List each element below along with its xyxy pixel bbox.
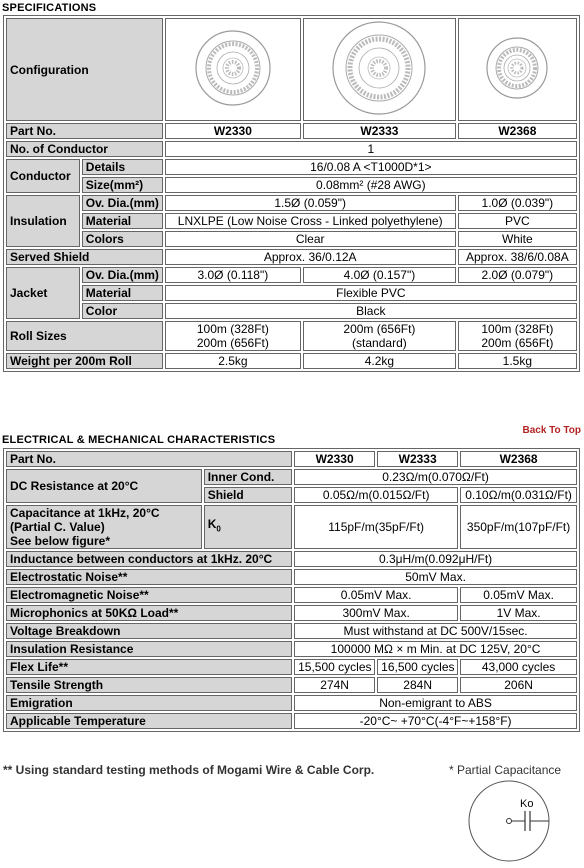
jacket-color-row xyxy=(6,303,577,319)
electromagnetic-value-w2368: 0.05mV Max. xyxy=(460,587,577,603)
insulation-dia-value: 1.5Ø (0.059") xyxy=(165,195,456,211)
specifications-table xyxy=(3,15,580,372)
conductor-details-row xyxy=(6,159,577,175)
conductor-size-label: Size(mm²) xyxy=(82,177,163,193)
jacket-material-label: Material xyxy=(82,285,163,301)
jacket-color-label: Color xyxy=(82,303,163,319)
roll-size-line: 200m (656Ft) xyxy=(343,322,416,336)
partial-capacitance-diagram xyxy=(467,779,551,863)
roll-sizes-w2333 xyxy=(303,321,456,351)
capacitance-line: See below figure* xyxy=(10,534,111,548)
no-conductor-row xyxy=(6,141,577,157)
tensile-w2330: 274N xyxy=(294,677,375,693)
served-shield-label: Served Shield xyxy=(6,249,163,265)
part-w2330: W2330 xyxy=(165,123,301,139)
served-shield-value-w2368: Approx. 38/6/0.08A xyxy=(458,249,577,265)
tensile-w2368: 206N xyxy=(460,677,577,693)
elec-part-w2368: W2368 xyxy=(460,451,577,467)
electromagnetic-label: Electromagnetic Noise** xyxy=(6,587,292,603)
insulation-material-value-w2368: PVC xyxy=(458,213,577,229)
tensile-row xyxy=(6,677,577,693)
elec-part-no-row xyxy=(6,451,577,467)
dc-inner-row xyxy=(6,469,577,485)
cable-w2333-image xyxy=(330,19,428,117)
k0-label xyxy=(204,505,292,549)
emigration-value: Non-emigrant to ABS xyxy=(294,695,577,711)
roll-size-line: (standard) xyxy=(352,336,407,350)
insulation-material-value: LNXLPE (Low Noise Cross - Linked polyethylene) xyxy=(165,213,456,229)
conductor-details-label: Details xyxy=(82,159,163,175)
part-no-row xyxy=(6,123,577,139)
flex-w2330: 15,500 cycles xyxy=(294,659,375,675)
microphonics-label: Microphonics at 50KΩ Load** xyxy=(6,605,292,621)
dc-resistance-label: DC Resistance at 20°C xyxy=(6,469,202,503)
k0-main: K xyxy=(207,517,217,532)
roll-size-line: 200m (656Ft) xyxy=(196,336,269,350)
dc-shield-value-w2368: 0.10Ω/m(0.031Ω/Ft) xyxy=(460,487,577,503)
part-w2333: W2333 xyxy=(303,123,456,139)
cable-cross-section-w2333 xyxy=(303,18,456,121)
weight-row xyxy=(6,353,577,369)
jacket-label: Jacket xyxy=(6,267,80,319)
electrostatic-label: Electrostatic Noise** xyxy=(6,569,292,585)
back-to-top-link[interactable]: Back To Top xyxy=(522,425,581,436)
jacket-material-row xyxy=(6,285,577,301)
insulation-resistance-value: 100000 MΩ × m Min. at DC 125V, 20°C xyxy=(294,641,577,657)
conductor-details-value: 16/0.08 A <T1000D*1> xyxy=(165,159,577,175)
insulation-resistance-row xyxy=(6,641,577,657)
roll-size-line: 100m (328Ft) xyxy=(196,322,269,336)
insulation-dia-row xyxy=(6,195,577,211)
insulation-colors-value-w2368: White xyxy=(458,231,577,247)
inner-cond-label: Inner Cond. xyxy=(204,469,292,485)
insulation-dia-label: Ov. Dia.(mm) xyxy=(82,195,163,211)
temperature-value: -20°C~ +70°C(-4°F~+158°F) xyxy=(294,713,577,729)
no-conductor-value: 1 xyxy=(165,141,577,157)
electrostatic-value: 50mV Max. xyxy=(294,569,577,585)
roll-sizes-w2368 xyxy=(458,321,577,351)
microphonics-value-w2368: 1V Max. xyxy=(460,605,577,621)
served-shield-row xyxy=(6,249,577,265)
insulation-material-label: Material xyxy=(82,213,163,229)
configuration-label: Configuration xyxy=(6,18,163,121)
temperature-label: Applicable Temperature xyxy=(6,713,292,729)
capacitance-line: Capacitance at 1kHz, 20°C xyxy=(10,506,160,520)
microphonics-value: 300mV Max. xyxy=(294,605,458,621)
emigration-label: Emigration xyxy=(6,695,292,711)
electrical-title: ELECTRICAL & MECHANICAL CHARACTERISTICS xyxy=(2,434,276,446)
temperature-row xyxy=(6,713,577,729)
microphonics-row xyxy=(6,605,577,621)
capacitance-line: (Partial C. Value) xyxy=(10,520,105,534)
jacket-dia-w2368: 2.0Ø (0.079") xyxy=(458,267,577,283)
electrostatic-row xyxy=(6,569,577,585)
electromagnetic-row xyxy=(6,587,577,603)
insulation-dia-value-w2368: 1.0Ø (0.039") xyxy=(458,195,577,211)
cable-cross-section-w2330 xyxy=(165,18,301,121)
capacitance-value: 115pF/m(35pF/Ft) xyxy=(294,505,458,549)
ko-label: Ko xyxy=(520,798,534,810)
jacket-dia-w2330: 3.0Ø (0.118") xyxy=(165,267,301,283)
jacket-material-value: Flexible PVC xyxy=(165,285,577,301)
jacket-dia-w2333: 4.0Ø (0.157") xyxy=(303,267,456,283)
weight-w2333: 4.2kg xyxy=(303,353,456,369)
elec-part-w2330: W2330 xyxy=(294,451,375,467)
conductor-size-value: 0.08mm² (#28 AWG) xyxy=(165,177,577,193)
cable-cross-section-w2368 xyxy=(458,18,577,121)
cable-w2368-image xyxy=(485,36,549,100)
voltage-value: Must withstand at DC 500V/15sec. xyxy=(294,623,577,639)
dc-inner-value: 0.23Ω/m(0.070Ω/Ft) xyxy=(294,469,577,485)
specifications-title: SPECIFICATIONS xyxy=(2,2,97,14)
capacitance-value-w2368: 350pF/m(107pF/Ft) xyxy=(460,505,577,549)
shield-label: Shield xyxy=(204,487,292,503)
insulation-resistance-label: Insulation Resistance xyxy=(6,641,292,657)
insulation-material-row xyxy=(6,213,577,229)
jacket-dia-label: Ov. Dia.(mm) xyxy=(82,267,163,283)
flex-life-row xyxy=(6,659,577,675)
inductance-label: Inductance between conductors at 1kHz. 20°C xyxy=(6,551,292,567)
voltage-label: Voltage Breakdown xyxy=(6,623,292,639)
configuration-row xyxy=(6,18,577,121)
weight-w2330: 2.5kg xyxy=(165,353,301,369)
insulation-colors-label: Colors xyxy=(82,231,163,247)
voltage-row xyxy=(6,623,577,639)
tensile-label: Tensile Strength xyxy=(6,677,292,693)
testing-footnote: ** Using standard testing methods of Mogami Wire & Cable Corp. xyxy=(3,763,375,777)
jacket-color-value: Black xyxy=(165,303,577,319)
insulation-colors-value: Clear xyxy=(165,231,456,247)
cable-w2330-image xyxy=(193,28,273,108)
dc-shield-value: 0.05Ω/m(0.015Ω/Ft) xyxy=(294,487,458,503)
roll-sizes-w2330 xyxy=(165,321,301,351)
jacket-dia-row xyxy=(6,267,577,283)
weight-label: Weight per 200m Roll xyxy=(6,353,163,369)
emigration-row xyxy=(6,695,577,711)
elec-part-w2333: W2333 xyxy=(377,451,458,467)
roll-size-line: 100m (328Ft) xyxy=(481,322,554,336)
tensile-w2333: 284N xyxy=(377,677,458,693)
flex-life-label: Flex Life** xyxy=(6,659,292,675)
k0-sub: 0 xyxy=(216,524,221,534)
inductance-row xyxy=(6,551,577,567)
roll-sizes-row xyxy=(6,321,577,351)
roll-sizes-label: Roll Sizes xyxy=(6,321,163,351)
capacitance-row xyxy=(6,505,577,549)
electromagnetic-value: 0.05mV Max. xyxy=(294,587,458,603)
served-shield-value: Approx. 36/0.12A xyxy=(165,249,456,265)
conductor-size-row xyxy=(6,177,577,193)
roll-size-line: 200m (656Ft) xyxy=(481,336,554,350)
part-w2368: W2368 xyxy=(458,123,577,139)
partial-capacitance-title: * Partial Capacitance xyxy=(449,763,562,777)
elec-part-no-label: Part No. xyxy=(6,451,292,467)
capacitance-label xyxy=(6,505,202,549)
insulation-label: Insulation xyxy=(6,195,80,247)
insulation-colors-row xyxy=(6,231,577,247)
no-conductor-label: No. of Conductor xyxy=(6,141,163,157)
conductor-label: Conductor xyxy=(6,159,80,193)
weight-w2368: 1.5kg xyxy=(458,353,577,369)
electrical-table xyxy=(3,448,580,732)
flex-w2333: 16,500 cycles xyxy=(377,659,458,675)
flex-w2368: 43,000 cycles xyxy=(460,659,577,675)
inductance-value: 0.3μH/m(0.092μH/Ft) xyxy=(294,551,577,567)
part-no-label: Part No. xyxy=(6,123,163,139)
